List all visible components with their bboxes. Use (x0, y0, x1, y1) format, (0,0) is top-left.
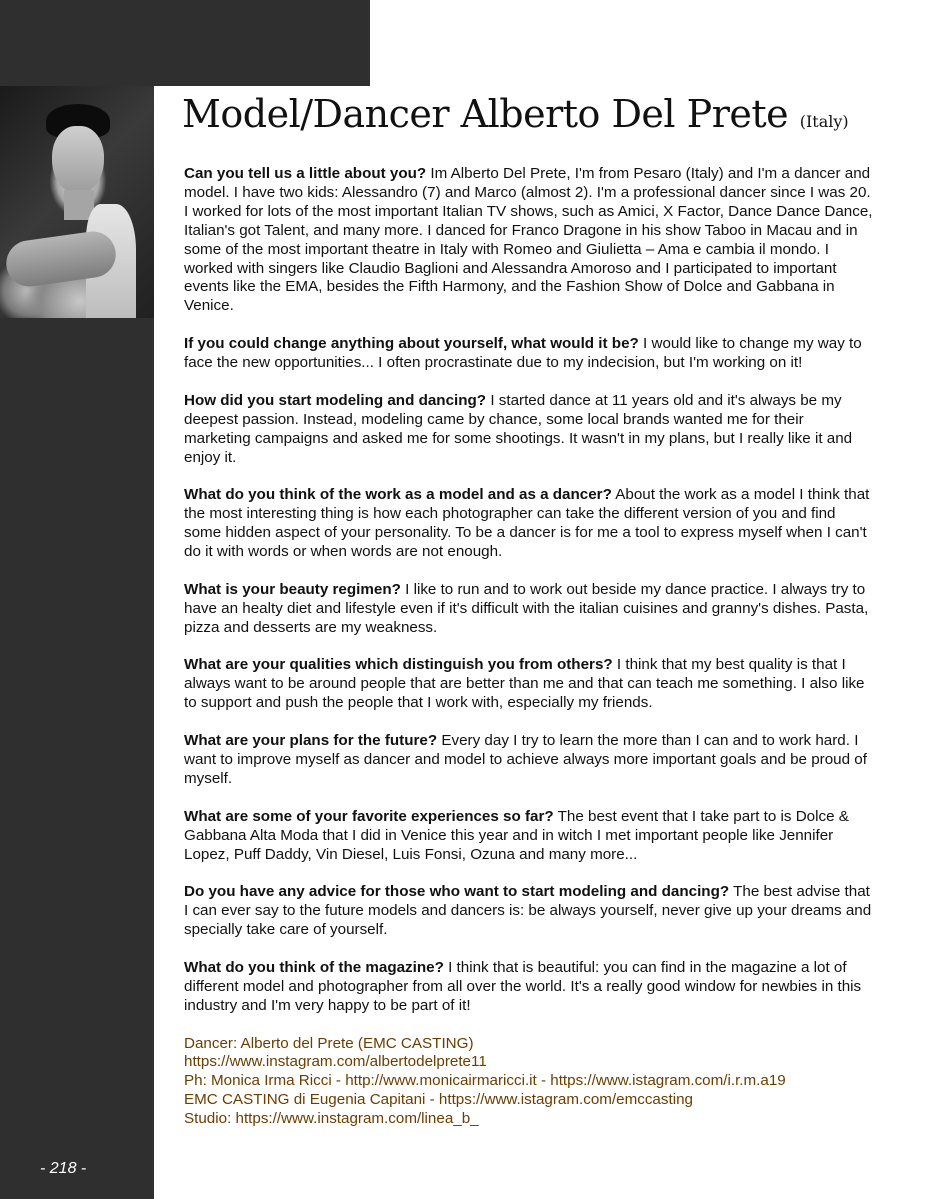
qa-paragraph (184, 959, 874, 1016)
qa-paragraph (184, 656, 874, 713)
credit-photographer[interactable]: Ph: Monica Irma Ricci - http://www.monicairmaricci.it - https://www.istagram.com/i.r.m.a19 (184, 1072, 786, 1090)
answer: I would like to change my way to face the new opportunities... I often procrastinate due to my indecision, but I'm working on it! (184, 335, 862, 372)
answer: Im Alberto Del Prete, I'm from Pesaro (Italy) and I'm a dancer and model. I have two kids: Alessandro (7) and Marco (almost 2). I'm a professional dancer since I was 20. I worked for lots of the most important Italian TV shows, such as Amici, X Factor, Dance Dance Dance, Italian's got Talent, and many more. I danced for Franco Dragone in his show Taboo in Macau and in some of the most important theatre in Italy with Romeo and Giulietta – Ama e cambia il mondo. I worked with singers like Claudio Baglioni and Alessandra Amoroso and I participated to important events like the EMA, besides the Fifth Harmony, and the Fashion Show of Dolce and Gabbana in Venice. (184, 165, 873, 315)
question: Do you have any advice for those who want to start modeling and dancing? (184, 883, 730, 901)
top-dark-bar (0, 0, 370, 86)
portrait-photo (0, 86, 154, 318)
qa-paragraph (184, 581, 874, 638)
page-number: - 218 - (40, 1160, 87, 1177)
credits-block (184, 1035, 874, 1130)
qa-paragraph (184, 808, 874, 865)
credit-agency[interactable]: EMC CASTING di Eugenia Capitani - https://www.istagram.com/emccasting (184, 1091, 693, 1109)
question: What are your qualities which distinguish you from others? (184, 656, 613, 674)
answer: I think that my best quality is that I always want to be around people that are better than me and that can teach me something. I also like to support and push the people that I work with, especially my friends. (184, 656, 865, 712)
question: What are some of your favorite experiences so far? (184, 807, 554, 825)
credit-studio[interactable]: Studio: https://www.instagram.com/linea_b_ (184, 1110, 479, 1128)
answer: Every day I try to learn the more than I can and to work hard. I want to improve myself as dancer and model to achieve always more important goals and be proud of myself. (184, 732, 867, 787)
question: Can you tell us a little about you? (184, 165, 427, 182)
credit-dancer-link[interactable]: https://www.instagram.com/albertodelprete11 (184, 1053, 487, 1071)
question: If you could change anything about yourself, what would it be? (184, 335, 639, 353)
qa-paragraph (184, 165, 874, 316)
credit-dancer: Dancer: Alberto del Prete (EMC CASTING) (184, 1034, 474, 1052)
qa-paragraph (184, 335, 874, 373)
answer: I like to run and to work out beside my dance practice. I always try to have an healty diet and lifestyle even if it's difficult with the italian cuisines and granny's dishes. Pasta, pizza and desserts are my weakness. (184, 580, 869, 636)
qa-paragraph (184, 883, 874, 940)
qa-paragraph (184, 392, 874, 468)
question: What are your plans for the future? (184, 732, 438, 750)
answer: The best advise that I can ever say to the future models and dancers is: be always yourself, never give up your dreams and specially take care of yourself. (184, 883, 872, 939)
question: How did you start modeling and dancing? (184, 391, 487, 409)
answer: I started dance at 11 years old and it's always be my deepest passion. Instead, modeling came by chance, some local brands wanted me for their marketing campaigns and asked me for some shootings. It wasn't in my plans, but I really like it and enjoy it. (184, 391, 853, 466)
qa-paragraph (184, 732, 874, 789)
question: What do you think of the magazine? (184, 958, 444, 976)
photo-face-shape (52, 126, 104, 194)
title-country: (Italy) (799, 112, 849, 131)
title-name: Model/Dancer Alberto Del Prete (182, 92, 789, 136)
answer: The best event that I take part to is Dolce & Gabbana Alta Moda that I did in Venice this year and in witch I met important people like Jennifer Lopez, Puff Daddy, Vin Diesel, Luis Fonsi, Ozuna and many more... (184, 807, 849, 863)
page-title (182, 92, 849, 136)
question: What is your beauty regimen? (184, 580, 401, 598)
interview-body (184, 165, 874, 1129)
question: What do you think of the work as a model and as a dancer? (184, 486, 612, 504)
answer: About the work as a model I think that the most interesting thing is how each photographer can take the different version of you and find some hidden aspect of your personality. To be a dancer is for me a tool to express myself when I can't do it with words or when words are not enough. (184, 486, 870, 561)
qa-paragraph (184, 486, 874, 562)
answer: I think that is beautiful: you can find in the magazine a lot of different model and photographer from all over the world. It's a really good window for newbies in this industry and I'm very happy to be part of it! (184, 958, 862, 1014)
